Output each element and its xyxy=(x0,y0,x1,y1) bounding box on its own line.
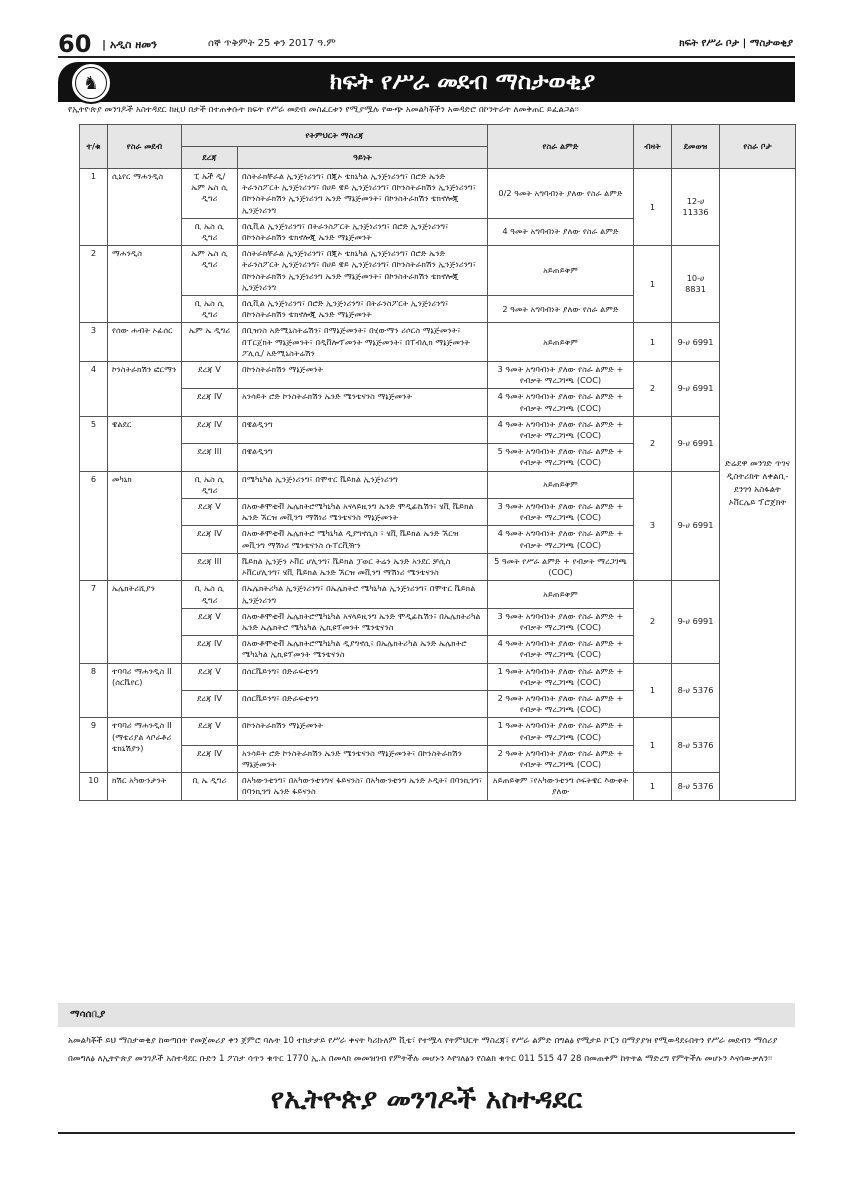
education-level: ኤም ኤስ ሲ ዲግሪ xyxy=(182,246,238,296)
experience-requirement: አይጠይቅም xyxy=(488,581,634,608)
education-level: ደረጃ III xyxy=(182,553,238,580)
education-field: በአውቶሞቲቭ ኤሌክትሮሜካኒካል ዲያግኖሲ፣ በኤሌክትሪካል ኤንድ ኤሌክትሮ ሜካኒካል ኢኪዩፕመንት ሜንቴናንስ xyxy=(238,636,488,663)
notes-text: አመልካቾች ይህ ማስታወቂያ ከወጣበት የመጀመሪያ ቀን ጀምሮ ባሉት 10 ተከታታይ የሥራ ቀናት ካሪኩለም ቪቴ፣ የተሟላ የትምህርት ማስረጃ፣ የሥራ ልምድ በግልፅ የሚታይ ኮፒን በማያያዝ የሚወዳደሩበትን የሥራ መደብን ማሰሪያ በመግለፅ ለኢትዮጵያ መንገዶች አስተዳደር ቡድን 1 ፖስታ ሳጥን ቁጥር 1770 ኢ.አ በመላክ መመዝገብ የምትችሉ መሆኑን እየገለፅን የስልክ ቁጥር 011 515 47 28 በመጠቀም ከትትል ማድረግ የምትችሉ መሆኑን እናሳውቃለን፡፡ xyxy=(68,1036,778,1064)
salary: 9-ሀ 6991 xyxy=(672,323,720,362)
vacancy-count: 1 xyxy=(634,663,672,718)
education-field: በዌልዲንግ xyxy=(238,416,488,443)
row-number: 10 xyxy=(80,773,108,800)
education-field: በአውቶሞቲቭ ኤሌክትሮሜካኒካል አናላይዚንግ ኤንድ ሞዲፊኬሽን፣ ሄቪ ቬይክል ኤንድ ኧርዝ መቪንግ ማሽነሪ ሜንቴናንስ ማኔጅመንት xyxy=(238,499,488,526)
organization-logo xyxy=(70,62,112,104)
position-name: ሲኒየር ማሐንዲስ xyxy=(108,169,182,246)
education-field: በስትራክቸራል ኢንጅነሪንግ፣ በጂኦ ቴክኒካል ኢንጅነሪንግ፣ በሮድ ኤንድ ትራንስፖርት ኢንጅነሪንግ፣ በሀይ ዌይ ኢንጅነሪንግ፣ በኮንስትራክሽን ኢንጅነሪንግ፣ በኮንስትራክሽን ኢንጅነሪንግ ኤንድ ማኔጅመንት፣ በኮንስትራክሽን ቴክኖሎጂ ኢንጅነሪንግ xyxy=(238,169,488,219)
education-level: ፒ ኤች ዲ/ ኤም ኤስ ሲ ዲግሪ xyxy=(182,169,238,219)
salary: 9-ሀ 6991 xyxy=(672,581,720,663)
position-name: መካኒክ xyxy=(108,471,182,581)
education-level: ኤም ኤ ዲግሪ xyxy=(182,323,238,362)
experience-requirement: 4 ዓመት አግባብነት ያለው የስራ ልምድ + የብቃት ማረጋገጫ (COC) xyxy=(488,526,634,553)
vacancy-count: 1 xyxy=(634,773,672,800)
education-level: ደረጃ IV xyxy=(182,636,238,663)
col-header-field: ዓይነት xyxy=(238,147,488,169)
education-field: በሰርቬይንግ፣ በድራፍቲንግ xyxy=(238,690,488,717)
intro-text: የኢትዮጵያ መንገዶች አስተዳደር ከዚህ በታች በተጠቀሱት ክፍት የሥራ መደብ መስፈርቱን የሚያሟሉ የውጭ አመልካቾችን አወዳድሮ በኮንትራት ለመቅጠር ይፈልጋል፡፡ xyxy=(68,105,579,115)
salary: 9-ሀ 6991 xyxy=(672,416,720,471)
row-number: 2 xyxy=(80,246,108,323)
announcement-title: ክፍት የሥራ መደብ ማስታወቂያ xyxy=(329,69,596,95)
education-field: በኤሌክትሪካል ኢንጅነሪንግ፣ በኤሌክትሮ ሜካኒካል ኢንጅነሪንግ፣ በሞተር ቬይክል ኢንጅነሪንግ xyxy=(238,581,488,608)
experience-requirement: 3 ዓመት አግባብነት ያለው የስራ ልምድ + የብቃት ማረጋገጫ (COC) xyxy=(488,499,634,526)
table-row xyxy=(80,581,796,608)
table-row xyxy=(80,663,796,690)
education-field: በአውቶሞቲቭ ኤሌክትሮ ሜካኒካል ዲያግኖሲስ ፣ ሄቪ ቬይክል ኤንድ ኧርዝ መቪንግ ማሽነሪ ሜንቴናንስ ሱፐርቪዥን xyxy=(238,526,488,553)
education-field: በኮንስትራክሽን ማኔጅመንት xyxy=(238,362,488,389)
vacancy-table xyxy=(79,124,796,801)
education-level: ደረጃ IV xyxy=(182,389,238,416)
education-level: ቢ ኤ ዲግሪ xyxy=(182,773,238,800)
education-field: በቢዝነስ አድሚኒስትሬሽን፣ በማኔጅመንት፣ በሂውማን ሪሶርስ ማኔጅመንት፣ በፐርጀክት ማኔጅመንት፣ በዲቨሎፕመንት ማኔጅመንት፣ በፐብሊክ ማኔጅመንት ፖሊሲ/ አድሚኒስትሬሽን xyxy=(238,323,488,362)
table-row xyxy=(80,416,796,443)
row-number: 7 xyxy=(80,581,108,663)
education-level: ደረጃ IV xyxy=(182,526,238,553)
newspaper-title: | አዲስ ዘመን xyxy=(102,38,157,51)
notes-header xyxy=(58,1003,795,1027)
position-name: ኮንስትራክሽን ፎርማን xyxy=(108,362,182,417)
row-number: 6 xyxy=(80,471,108,581)
education-level: ቢ ኤስ ሲ ዲግሪ xyxy=(182,471,238,498)
page-header xyxy=(58,30,795,58)
position-name: ክሽር አካውንታንት xyxy=(108,773,182,800)
experience-requirement: አይጠይቅም xyxy=(488,246,634,296)
experience-requirement: 4 ዓመት አግባብነት ያለው የስራ ልምድ + የብቃት ማረጋገጫ (COC) xyxy=(488,416,634,443)
education-level: ደረጃ III xyxy=(182,444,238,471)
notes-title: ማሳሰቢያ xyxy=(70,1009,106,1020)
vacancy-count: 2 xyxy=(634,362,672,417)
education-field: በሜካኒካል ኢንጅነሪንግ፣ በሞተር ቬይክል ኢንጅነሪንግ xyxy=(238,471,488,498)
salary: 9-ሀ 6991 xyxy=(672,471,720,581)
experience-requirement: 1 ዓመት አግባብነት ያለው የስራ ልምድ + የብቃት ማረጋገጫ (COC) xyxy=(488,718,634,745)
education-field: በሲቪል ኢንጅነሪንግ፣ በትራንስፖርት ኢንጅነሪንግ፣ በሮድ ኢንጅነሪንግ፣ በኮንስትራክሽን ቴክኖሎጂ ኤንድ ማኔጅመንት xyxy=(238,218,488,245)
row-number: 4 xyxy=(80,362,108,417)
education-level: ቢ ኤስ ሲ ዲግሪ xyxy=(182,296,238,323)
table-row xyxy=(80,323,796,362)
experience-requirement: 5 ዓመት የሥራ ልምድ + የብቃት ማረጋገጫ (COC) xyxy=(488,553,634,580)
table-row xyxy=(80,362,796,389)
footer-organization: የኢትዮጵያ መንገዶች አስተዳደር xyxy=(270,1084,583,1115)
bottom-divider xyxy=(58,1132,795,1134)
education-level: ደረጃ V xyxy=(182,663,238,690)
vacancy-count: 1 xyxy=(634,323,672,362)
salary: 8-ሀ 5376 xyxy=(672,773,720,800)
vacancy-count: 1 xyxy=(634,246,672,323)
position-name: ተባባሪ ማሐንዲስ II (ሰርቬየር) xyxy=(108,663,182,718)
lion-emblem-icon: ♞ xyxy=(75,67,107,99)
education-field: በሲቪል ኢንጅነሪንግ፣ በሮድ ኢንጅነሪንግ፣ በትራንስፖርት ኢንጅነሪንግ፣ በኮንስትራክሽን ቴክኖሎጂ ኤንድ ማኔጅመንት xyxy=(238,296,488,323)
salary: 8-ሀ 5376 xyxy=(672,663,720,718)
col-header-no: ተ/ቁ xyxy=(80,125,108,169)
salary: 8-ሀ 5376 xyxy=(672,718,720,773)
experience-requirement: አይጠይቅም xyxy=(488,323,634,362)
experience-requirement: 4 ዓመት አግባብነት ያለው የስራ ልምድ + የብቃት ማረጋገጫ (COC) xyxy=(488,389,634,416)
education-level: ደረጃ IV xyxy=(182,690,238,717)
table-row xyxy=(80,773,796,800)
row-number: 9 xyxy=(80,718,108,773)
col-header-location: የስራ ቦታ xyxy=(720,125,796,169)
table-row xyxy=(80,246,796,296)
row-number: 1 xyxy=(80,169,108,246)
education-level: ቢ ኤስ ሲ ዲግሪ xyxy=(182,581,238,608)
education-field: በዌልዲንግ xyxy=(238,444,488,471)
col-header-qty: ብዛት xyxy=(634,125,672,169)
experience-requirement: 2 ዓመት አግባብነት ያለው የስራ ልምድ + የብቃት ማረጋገጫ (COC) xyxy=(488,690,634,717)
education-level: ደረጃ V xyxy=(182,362,238,389)
education-field: በስትራክቸራል ኢንጅነሪንግ፣ በጂኦ ቴክኒካል ኢንጅነሪንግ፣ በሮድ ኤንድ ትራንስፖርት ኢንጅነሪንግ፣ በሀይ ዌይ ኢንጅነሪንግ፣ በኮንስትራክሽን ኢንጅነሪንግ፣ በኮንስትራክሽን ኢንጅነሪንግ ኤንድ ማኔጅመንት፣ በኮንስትራክሽን ቴክኖሎጂ ኢንጅነሪንግ xyxy=(238,246,488,296)
table-row xyxy=(80,718,796,745)
education-level: ደረጃ V xyxy=(182,718,238,745)
experience-requirement: 3 ዓመት አግባብነት ያለው የስራ ልምድ + የብቃት ማረጋገጫ (COC) xyxy=(488,608,634,635)
vacancy-count: 2 xyxy=(634,416,672,471)
salary: 9-ሀ 6991 xyxy=(672,362,720,417)
vacancy-count: 1 xyxy=(634,169,672,246)
experience-requirement: 3 ዓመት አግባብነት ያለው የስራ ልምድ + የብቃት ማረጋገጫ (COC) xyxy=(488,362,634,389)
experience-requirement: 4 ዓመት አግባብነት ያለው የስራ ልምድ + የብቃት ማረጋገጫ (COC) xyxy=(488,636,634,663)
col-header-level: ደረጃ xyxy=(182,147,238,169)
position-name: ተባባሪ ማሐንዲስ II (ማቴሪያል ላቦራቶሪ ቴክኒሽያን) xyxy=(108,718,182,773)
col-header-position: የስራ መደብ xyxy=(108,125,182,169)
experience-requirement: 4 ዓመት አግባብነት ያለው የስራ ልምድ xyxy=(488,218,634,245)
position-name: ማሐንዲስ xyxy=(108,246,182,323)
salary: 10-ሀ 8831 xyxy=(672,246,720,323)
experience-requirement: 2 ዓመት አግባብነት ያለው የስራ ልምድ + የብቃት ማረጋገጫ (COC) xyxy=(488,745,634,772)
education-level: ደረጃ IV xyxy=(182,416,238,443)
experience-requirement: 5 ዓመት አግባብነት ያለው የስራ ልምድ + የብቃት ማረጋገጫ (COC) xyxy=(488,444,634,471)
col-header-salary: ደመወዝ xyxy=(672,125,720,169)
experience-requirement: 1 ዓመት አግባብነት ያለው የስራ ልምድ + የብቃት ማረጋገጫ (COC) xyxy=(488,663,634,690)
education-field: በሰርቬይንግ፣ በድራፍቲንግ xyxy=(238,663,488,690)
education-field: ቬይክል ኢንጅን ኦቨር ሆሊንግ፣ ቬይክል ፓወር ትሬን ኤንድ አንደር ቻሲስ ኦቨርሆሊንግ፣ ሄቪ ቬይክል ኤንድ ኧርዝ መቪንግ ማሽነሪ ሜንቴናንስ xyxy=(238,553,488,580)
experience-requirement: 0/2 ዓመት አግባብነት ያለው የስራ ልምድ xyxy=(488,169,634,219)
experience-requirement: አይጠይቅም ፣የአካውንቲንግ ሶፍትዌር እውቀት ያለው xyxy=(488,773,634,800)
education-level: ደረጃ IV xyxy=(182,745,238,772)
education-level: ቢ ኤስ ሲ ዲግሪ xyxy=(182,218,238,245)
vacancy-count: 3 xyxy=(634,471,672,581)
experience-requirement: 2 ዓመት አግባብነት ያለው የስራ ልምድ xyxy=(488,296,634,323)
vacancy-count: 2 xyxy=(634,581,672,663)
education-level: ደረጃ V xyxy=(182,499,238,526)
position-name: ዌልደር xyxy=(108,416,182,471)
education-field: አንሳይት ሮድ ኮንስትራክሽን ኤንድ ሜንቴናንስ ማኔጅመንት፣ በኮንስትራክሽን ማኔጅመንት xyxy=(238,745,488,772)
row-number: 8 xyxy=(80,663,108,718)
work-location: ድሬደዋ መንገድ ጥገና ዲስትሪክት ለቀልቢ-ደንገጎ አስፋልት ኦቨርሌይ ፕሮጀክት xyxy=(720,169,796,801)
salary: 12-ሀ 11336 xyxy=(672,169,720,246)
table-row xyxy=(80,471,796,498)
education-field: በአውቶሞቲቭ ኤሌክትሮሜካኒካል አናላይዚንግ ኤንድ ሞዲፊኬሽን፣ በኤሌክትሪካል ኤንድ ኤሌክትሮ ሜካኒካል ኢኪዩፕመንት ሜንቴናንስ xyxy=(238,608,488,635)
position-name: ኤሌክትሪሺያን xyxy=(108,581,182,663)
page-number: 60 xyxy=(58,30,92,58)
section-label: ክፍት የሥራ ቦታ | ማስታወቂያ xyxy=(679,38,793,49)
vacancy-count: 1 xyxy=(634,718,672,773)
education-field: በኮንስትራክሽን ማኔጅመንት xyxy=(238,718,488,745)
row-number: 3 xyxy=(80,323,108,362)
education-field: በአካውንቲንግ፣ በአካውንቲንግና ፋይናንስ፣ በአካውንቲንግ ኤንድ ኦዲት፣ በባንኪንግ፣ በባንኪንግ ኤንድ ፋይናንስ xyxy=(238,773,488,800)
position-name: የሰው ሐብት ኦፊሰር xyxy=(108,323,182,362)
education-level: ደረጃ V xyxy=(182,608,238,635)
col-header-experience: የስራ ልምድ xyxy=(488,125,634,169)
issue-date: ሰኞ ጥቅምት 25 ቀን 2017 ዓ.ም xyxy=(208,38,336,49)
row-number: 5 xyxy=(80,416,108,471)
table-row xyxy=(80,169,796,219)
col-header-education: የትምህርት ማስረጃ xyxy=(182,125,488,147)
experience-requirement: አይጠይቅም xyxy=(488,471,634,498)
education-field: አንሳይት ሮድ ኮንስትራክሽን ኤንድ ሜንቴናንስ ማኔጅመንት xyxy=(238,389,488,416)
